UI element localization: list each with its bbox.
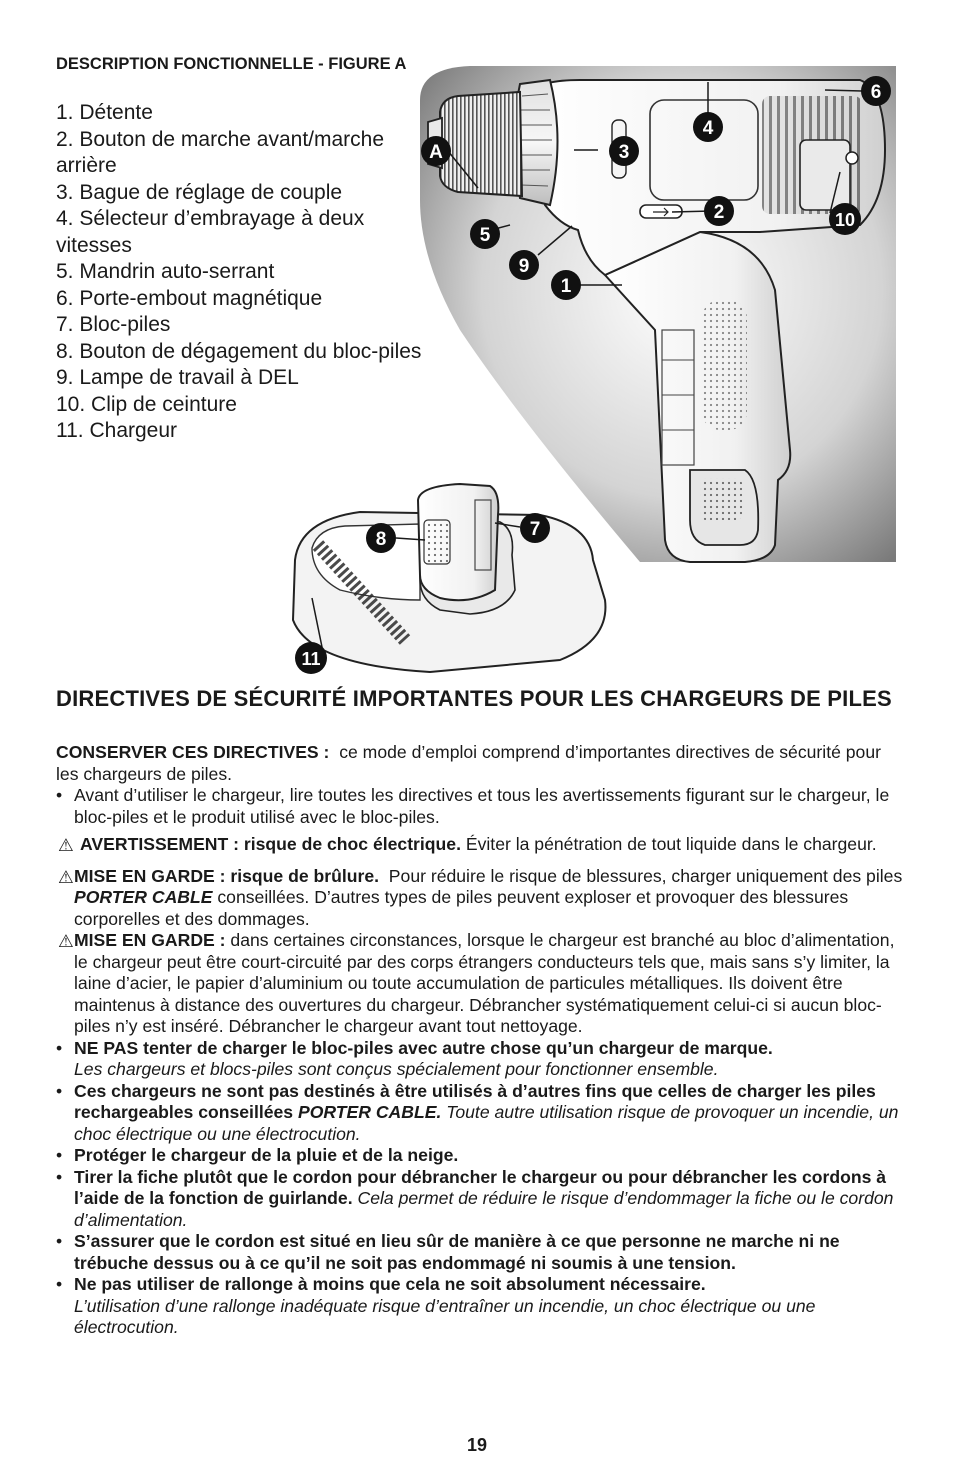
callout-3 — [609, 136, 639, 166]
svg-text:4: 4 — [702, 118, 714, 139]
svg-text:8: 8 — [375, 529, 387, 550]
callout-2 — [704, 196, 734, 226]
svg-text:A: A — [429, 142, 443, 163]
parts-list-item: 7. Bloc-piles — [56, 313, 171, 336]
callout-11 — [295, 642, 327, 674]
keyless-chuck — [440, 92, 522, 196]
svg-text:7: 7 — [529, 519, 541, 540]
warning-electric-shock: ⚠ AVERTISSEMENT : risque de choc électrique. Éviter la pénétration de tout liquide dans le chargeur. — [58, 834, 877, 855]
svg-text:10: 10 — [834, 210, 856, 230]
bullet-item: • Tirer la fiche plutôt que le cordon pour débrancher le chargeur ou pour débrancher les cordons à l’aide de la fonction de guirlande. Cela permet de réduire le risque d’endommager la fiche ou le cordon d’alimentation. — [56, 1166, 894, 1230]
callout-5 — [470, 219, 500, 249]
intro-paragraph: CONSERVER CES DIRECTIVES : ce mode d’emploi comprend d’importantes directives de sécurité pour les chargeurs de piles. — [56, 742, 881, 784]
parts-list-item: 10. Clip de ceinture — [56, 392, 237, 416]
parts-list-item: 6. Porte-embout magnétique — [56, 286, 323, 310]
callout-8 — [366, 523, 396, 553]
svg-text:3: 3 — [618, 142, 630, 163]
callout-7 — [520, 513, 550, 543]
parts-list-item: 11. Chargeur — [56, 419, 178, 442]
svg-text:5: 5 — [479, 225, 491, 246]
figure-title: DESCRIPTION FONCTIONNELLE - FIGURE A — [56, 55, 407, 73]
callout-4 — [693, 112, 723, 142]
svg-text:6: 6 — [870, 82, 882, 103]
belt-clip — [800, 140, 850, 210]
parts-list-item: 2. Bouton de marche avant/marche arrière — [56, 127, 385, 177]
parts-list-item: 1. Détente — [56, 101, 153, 124]
bullet-item: • Protéger le chargeur de la pluie et de la neige. — [56, 1145, 459, 1165]
grip-texture — [702, 300, 747, 430]
callout-a — [421, 136, 451, 166]
bullet-item: • Avant d’utiliser le chargeur, lire toutes les directives et tous les avertissements figurant sur le chargeur, le bloc-piles et le produit utilisé avec le bloc-piles. — [56, 785, 890, 827]
safety-heading: DIRECTIVES DE SÉCURITÉ IMPORTANTES POUR LES CHARGEURS DE PILES — [56, 686, 892, 711]
svg-text:9: 9 — [518, 256, 530, 277]
safety-instructions — [56, 742, 908, 1339]
parts-list-item: 4. Sélecteur d’embrayage à deux vitesses — [56, 207, 365, 257]
warning-triangle-icon: ⚠ — [58, 835, 74, 855]
page-number: 19 — [466, 1435, 488, 1455]
parts-list-item: 8. Bouton de dégagement du bloc-piles — [56, 339, 422, 363]
warning-triangle-icon: ⚠ — [58, 931, 74, 951]
warning-triangle-icon: ⚠ — [58, 866, 74, 887]
parts-list-item: 9. Lampe de travail à DEL — [56, 366, 299, 389]
caution-short-circuit: ⚠ MISE EN GARDE : dans certaines circonstances, lorsque le chargeur est branché au bloc d’alimentation, le chargeur peut être court-circuité par des corps étrangers conducteurs tels que, mais sans s’y limiter, la laine d’acier, le papier d’aluminium ou toute accumulation de particules métalliques. Ils doivent être maintenus à distance des ouvertures du chargeur. Débrancher systématiquement celui-ci si aucun bloc-piles n’y est inséré. Débrancher le chargeur avant tout nettoyage. — [58, 930, 895, 1036]
callout-1 — [551, 270, 581, 300]
svg-text:2: 2 — [713, 202, 725, 223]
callout-10 — [829, 203, 861, 235]
svg-text:11: 11 — [301, 649, 321, 669]
callout-9 — [509, 250, 539, 280]
caution-burn: ⚠ MISE EN GARDE : risque de brûlure. Pour réduire le risque de blessures, charger uniquement des piles PORTER CABLE conseillées. D’autres types de piles peuvent exploser et provoquer des blessures corporelles et des dommages. — [58, 865, 903, 929]
callout-6 — [861, 76, 891, 106]
bullet-item: • NE PAS tenter de charger le bloc-piles avec autre chose qu’un chargeur de marque. Les chargeurs et blocs-piles sont conçus spécialement pour fonctionner ensemble. — [56, 1037, 773, 1079]
parts-list-item: 5. Mandrin auto-serrant — [56, 260, 275, 283]
bullet-item: • Ne pas utiliser de rallonge à moins que cela ne soit absolument nécessaire. L’utilisation d’une rallonge inadéquate risque d’entraîner un incendie, un choc électrique ou une électrocution. — [56, 1274, 816, 1337]
drill-and-charger-illustration — [0, 0, 954, 690]
svg-text:1: 1 — [560, 276, 572, 297]
parts-list-item: 3. Bague de réglage de couple — [56, 180, 343, 204]
bullet-item: • Ces chargeurs ne sont pas destinés à être utilisés à d’autres fins que celles de charger les piles rechargeables conseillées PORTER CABLE. Toute autre utilisation risque de provoquer un incendie, un choc électrique ou une électrocution. — [56, 1080, 899, 1144]
bullet-item: • S’assurer que le cordon est situé en lieu sûr de manière à ce que personne ne marche ni ne trébuche dessus ou à ce qu’il ne soit pas endommagé ni soumis à une tension. — [56, 1231, 840, 1273]
